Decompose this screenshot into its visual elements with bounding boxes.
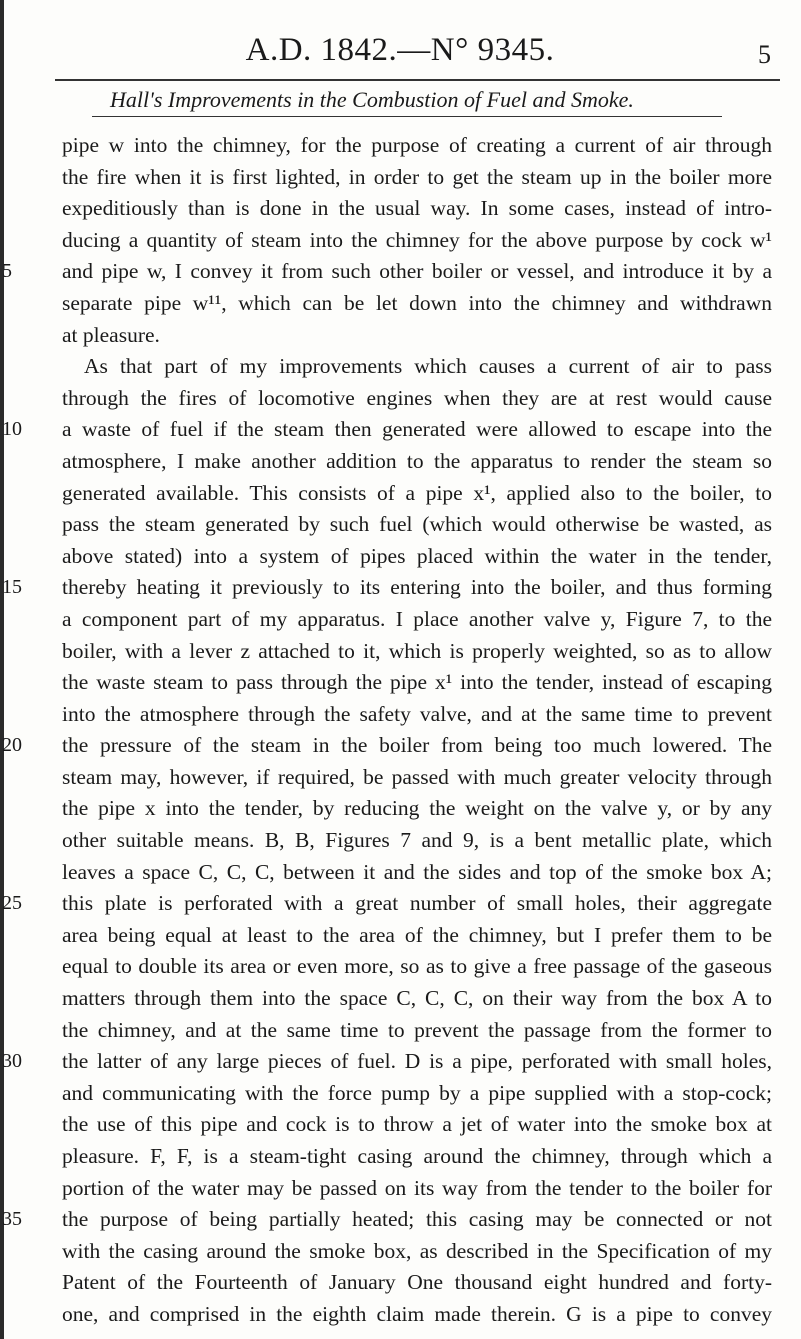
text-line: the use of this pipe and cock is to throw a jet of water into the smoke box at [62, 1112, 772, 1137]
text-line: the fire when it is first lighted, in order to get the steam up in the boiler more [62, 164, 772, 189]
running-head-rule [92, 116, 722, 117]
text-line: pipe w into the chimney, for the purpose of creating a current of air through [62, 133, 772, 157]
text-line: with the casing around the smoke box, as described in the Specification of my [62, 1238, 772, 1263]
body-text [62, 130, 772, 1331]
text-line: the pipe x into the tender, by reducing the weight on the valve y, or by any [62, 796, 772, 821]
text-line: Patent of the Fourteenth of January One thousand eight hundred and forty- [62, 1270, 772, 1295]
text-line: boiler, with a lever z attached to it, which is properly weighted, so as to allow [62, 638, 772, 663]
text-line: and pipe w, I convey it from such other boiler or vessel, and introduce it by a [62, 259, 772, 284]
text-line: portion of the water may be passed on its way from the tender to the boiler for [62, 1175, 772, 1200]
text-line: pleasure. F, F, is a steam-tight casing around the chimney, through which a [62, 1144, 772, 1168]
page-header-title: A.D. 1842.—N° 9345. [245, 32, 555, 68]
text-line: As that part of my improvements which causes a current of air to pass [84, 354, 772, 379]
text-line: the pressure of the steam in the boiler from being too much lowered. The [62, 733, 772, 758]
margin-line-number: 25 [2, 892, 22, 914]
text-line: generated available. This consists of a pipe x¹, applied also to the boiler, to [62, 480, 772, 505]
text-line: above stated) into a system of pipes placed within the water in the tender, [62, 543, 772, 568]
text-line: area being equal at least to the area of the chimney, but I prefer them to be [62, 922, 772, 947]
margin-line-number: 10 [2, 418, 22, 440]
text-line: the chimney, and at the same time to prevent the passage from the former to [62, 1017, 772, 1042]
text-line: thereby heating it previously to its entering into the boiler, and thus forming [62, 575, 772, 600]
text-line: other suitable means. B, B, Figures 7 and 9, is a bent metallic plate, which [62, 828, 772, 853]
text-line: expeditiously than is done in the usual way. In some cases, instead of intro- [62, 196, 772, 221]
text-line: matters through them into the space C, C, C, on their way from the box A to [62, 986, 772, 1011]
text-line: pass the steam generated by such fuel (which would otherwise be wasted, as [62, 512, 772, 537]
margin-line-number: 35 [2, 1208, 22, 1230]
text-line: into the atmosphere through the safety valve, and at the same time to prevent [62, 701, 772, 726]
header-rule [55, 79, 780, 81]
running-head: Hall's Improvements in the Combustion of Fuel and Smoke. [110, 87, 634, 112]
margin-line-number: 15 [2, 576, 22, 598]
margin-line-number: 20 [2, 734, 22, 756]
text-line: the purpose of being partially heated; this casing may be connected or not [62, 1207, 772, 1232]
text-line: and communicating with the force pump by a pipe supplied with a stop-cock; [62, 1080, 772, 1105]
text-line: separate pipe w¹¹, which can be let down into the chimney and withdrawn [62, 290, 772, 315]
text-line: through the fires of locomotive engines when they are at rest would cause [62, 385, 772, 410]
text-line: one, and comprised in the eighth claim made therein. G is a pipe to convey [62, 1301, 772, 1326]
text-line: at pleasure. [62, 322, 160, 347]
text-line: a component part of my apparatus. I place another valve y, Figure 7, to the [62, 606, 772, 631]
text-line: this plate is perforated with a great number of small holes, their aggregate [62, 891, 772, 916]
text-line: the waste steam to pass through the pipe x¹ into the tender, instead of escaping [62, 670, 772, 695]
text-line: atmosphere, I make another addition to the apparatus to render the steam so [62, 448, 772, 473]
page-number: 5 [758, 40, 771, 69]
text-line: leaves a space C, C, C, between it and the sides and top of the smoke box A; [62, 859, 772, 884]
text-line: the latter of any large pieces of fuel. D is a pipe, perforated with small holes, [62, 1049, 772, 1074]
text-line: steam may, however, if required, be passed with much greater velocity through [62, 764, 772, 789]
margin-line-number: 5 [2, 260, 12, 282]
text-line: equal to double its area or even more, so as to give a free passage of the gaseous [62, 954, 772, 979]
page-edge-shadow [0, 0, 4, 1339]
text-line: a waste of fuel if the steam then generated were allowed to escape into the [62, 417, 772, 442]
text-line: ducing a quantity of steam into the chimney for the above purpose by cock w¹ [62, 227, 772, 252]
margin-line-number: 30 [2, 1050, 22, 1072]
